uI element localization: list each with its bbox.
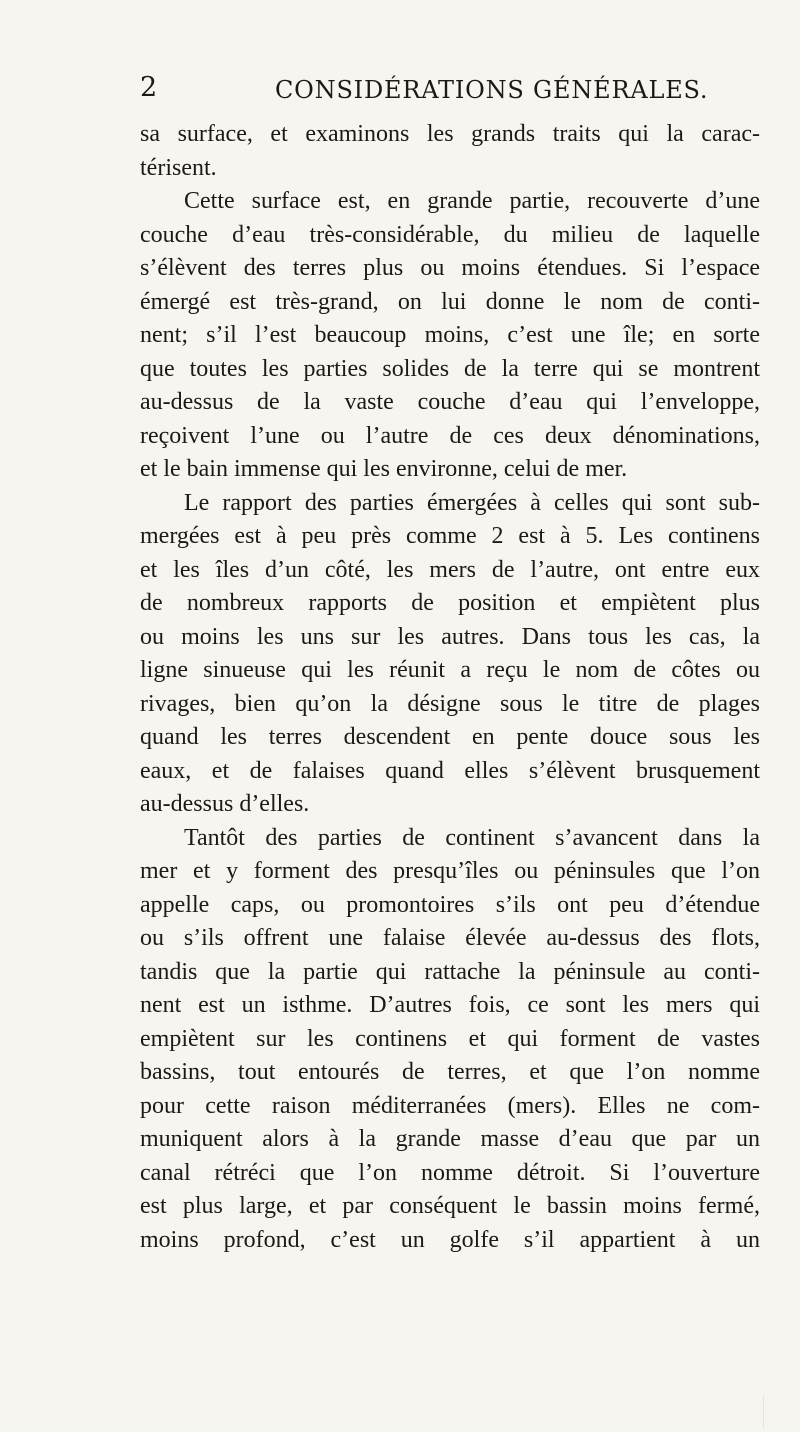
text-line: appelle caps, ou promontoires s’ils ont peu d’étendue: [140, 891, 760, 918]
running-title: CONSIDÉRATIONS GÉNÉRALES.: [275, 76, 709, 104]
text-line: empiètent sur les continens et qui forment de vastes: [140, 1025, 760, 1052]
page-header: [140, 72, 754, 112]
text-line: s’élèvent des terres plus ou moins étendues. Si l’espace: [140, 255, 760, 281]
text-line: canal rétréci que l’on nomme détroit. Si l’ouverture: [140, 1159, 760, 1186]
text-line: mergées est à peu près comme 2 est à 5. Les continens: [140, 523, 760, 549]
text-line: émergé est très-grand, on lui donne le nom de conti-: [140, 288, 760, 315]
text-line: au-dessus de la vaste couche d’eau qui l’enveloppe,: [140, 389, 760, 415]
text-line: Cette surface est, en grande partie, recouverte d’une: [184, 188, 760, 214]
text-line: nent est un isthme. D’autres fois, ce sont les mers qui: [140, 992, 760, 1018]
text-line: sa surface, et examinons les grands traits qui la carac-: [140, 121, 760, 147]
text-line: moins profond, c’est un golfe s’il appartient à un: [140, 1226, 760, 1253]
text-line: reçoivent l’une ou l’autre de ces deux dénominations,: [140, 422, 760, 449]
text-line: et les îles d’un côté, les mers de l’autre, ont entre eux: [140, 556, 760, 583]
text-line: eaux, et de falaises quand elles s’élèvent brusquement: [140, 757, 760, 784]
text-line: est plus large, et par conséquent le bassin moins fermé,: [140, 1193, 760, 1219]
text-line: Tantôt des parties de continent s’avancent dans la: [184, 824, 760, 851]
text-line: térisent.: [140, 154, 217, 181]
text-line: ou s’ils offrent une falaise élevée au-dessus des flots,: [140, 925, 760, 951]
text-line: Le rapport des parties émergées à celles qui sont sub-: [184, 489, 760, 516]
page-edge-mark: [763, 1396, 767, 1428]
text-line: ou moins les uns sur les autres. Dans tous les cas, la: [140, 623, 760, 650]
text-line: bassins, tout entourés de terres, et que l’on nomme: [140, 1059, 760, 1085]
text-line: de nombreux rapports de position et empiètent plus: [140, 590, 760, 616]
text-line: tandis que la partie qui rattache la péninsule au conti-: [140, 958, 760, 985]
text-line: nent; s’il l’est beaucoup moins, c’est une île; en sorte: [140, 322, 760, 348]
text-line: muniquent alors à la grande masse d’eau que par un: [140, 1126, 760, 1152]
text-line: rivages, bien qu’on la désigne sous le titre de plages: [140, 690, 760, 717]
text-line: mer et y forment des presqu’îles ou péninsules que l’on: [140, 858, 760, 884]
text-line: et le bain immense qui les environne, celui de mer.: [140, 456, 628, 482]
text-line: au-dessus d’elles.: [140, 791, 310, 817]
text-line: ligne sinueuse qui les réunit a reçu le nom de côtes ou: [140, 657, 760, 683]
text-line: que toutes les parties solides de la terre qui se montrent: [140, 355, 760, 382]
body-text: [140, 118, 760, 1257]
text-line: pour cette raison méditerranées (mers). Elles ne com-: [140, 1092, 760, 1119]
text-line: quand les terres descendent en pente douce sous les: [140, 724, 760, 750]
page-number: 2: [140, 72, 158, 103]
text-line: couche d’eau très-considérable, du milieu de laquelle: [140, 221, 760, 248]
